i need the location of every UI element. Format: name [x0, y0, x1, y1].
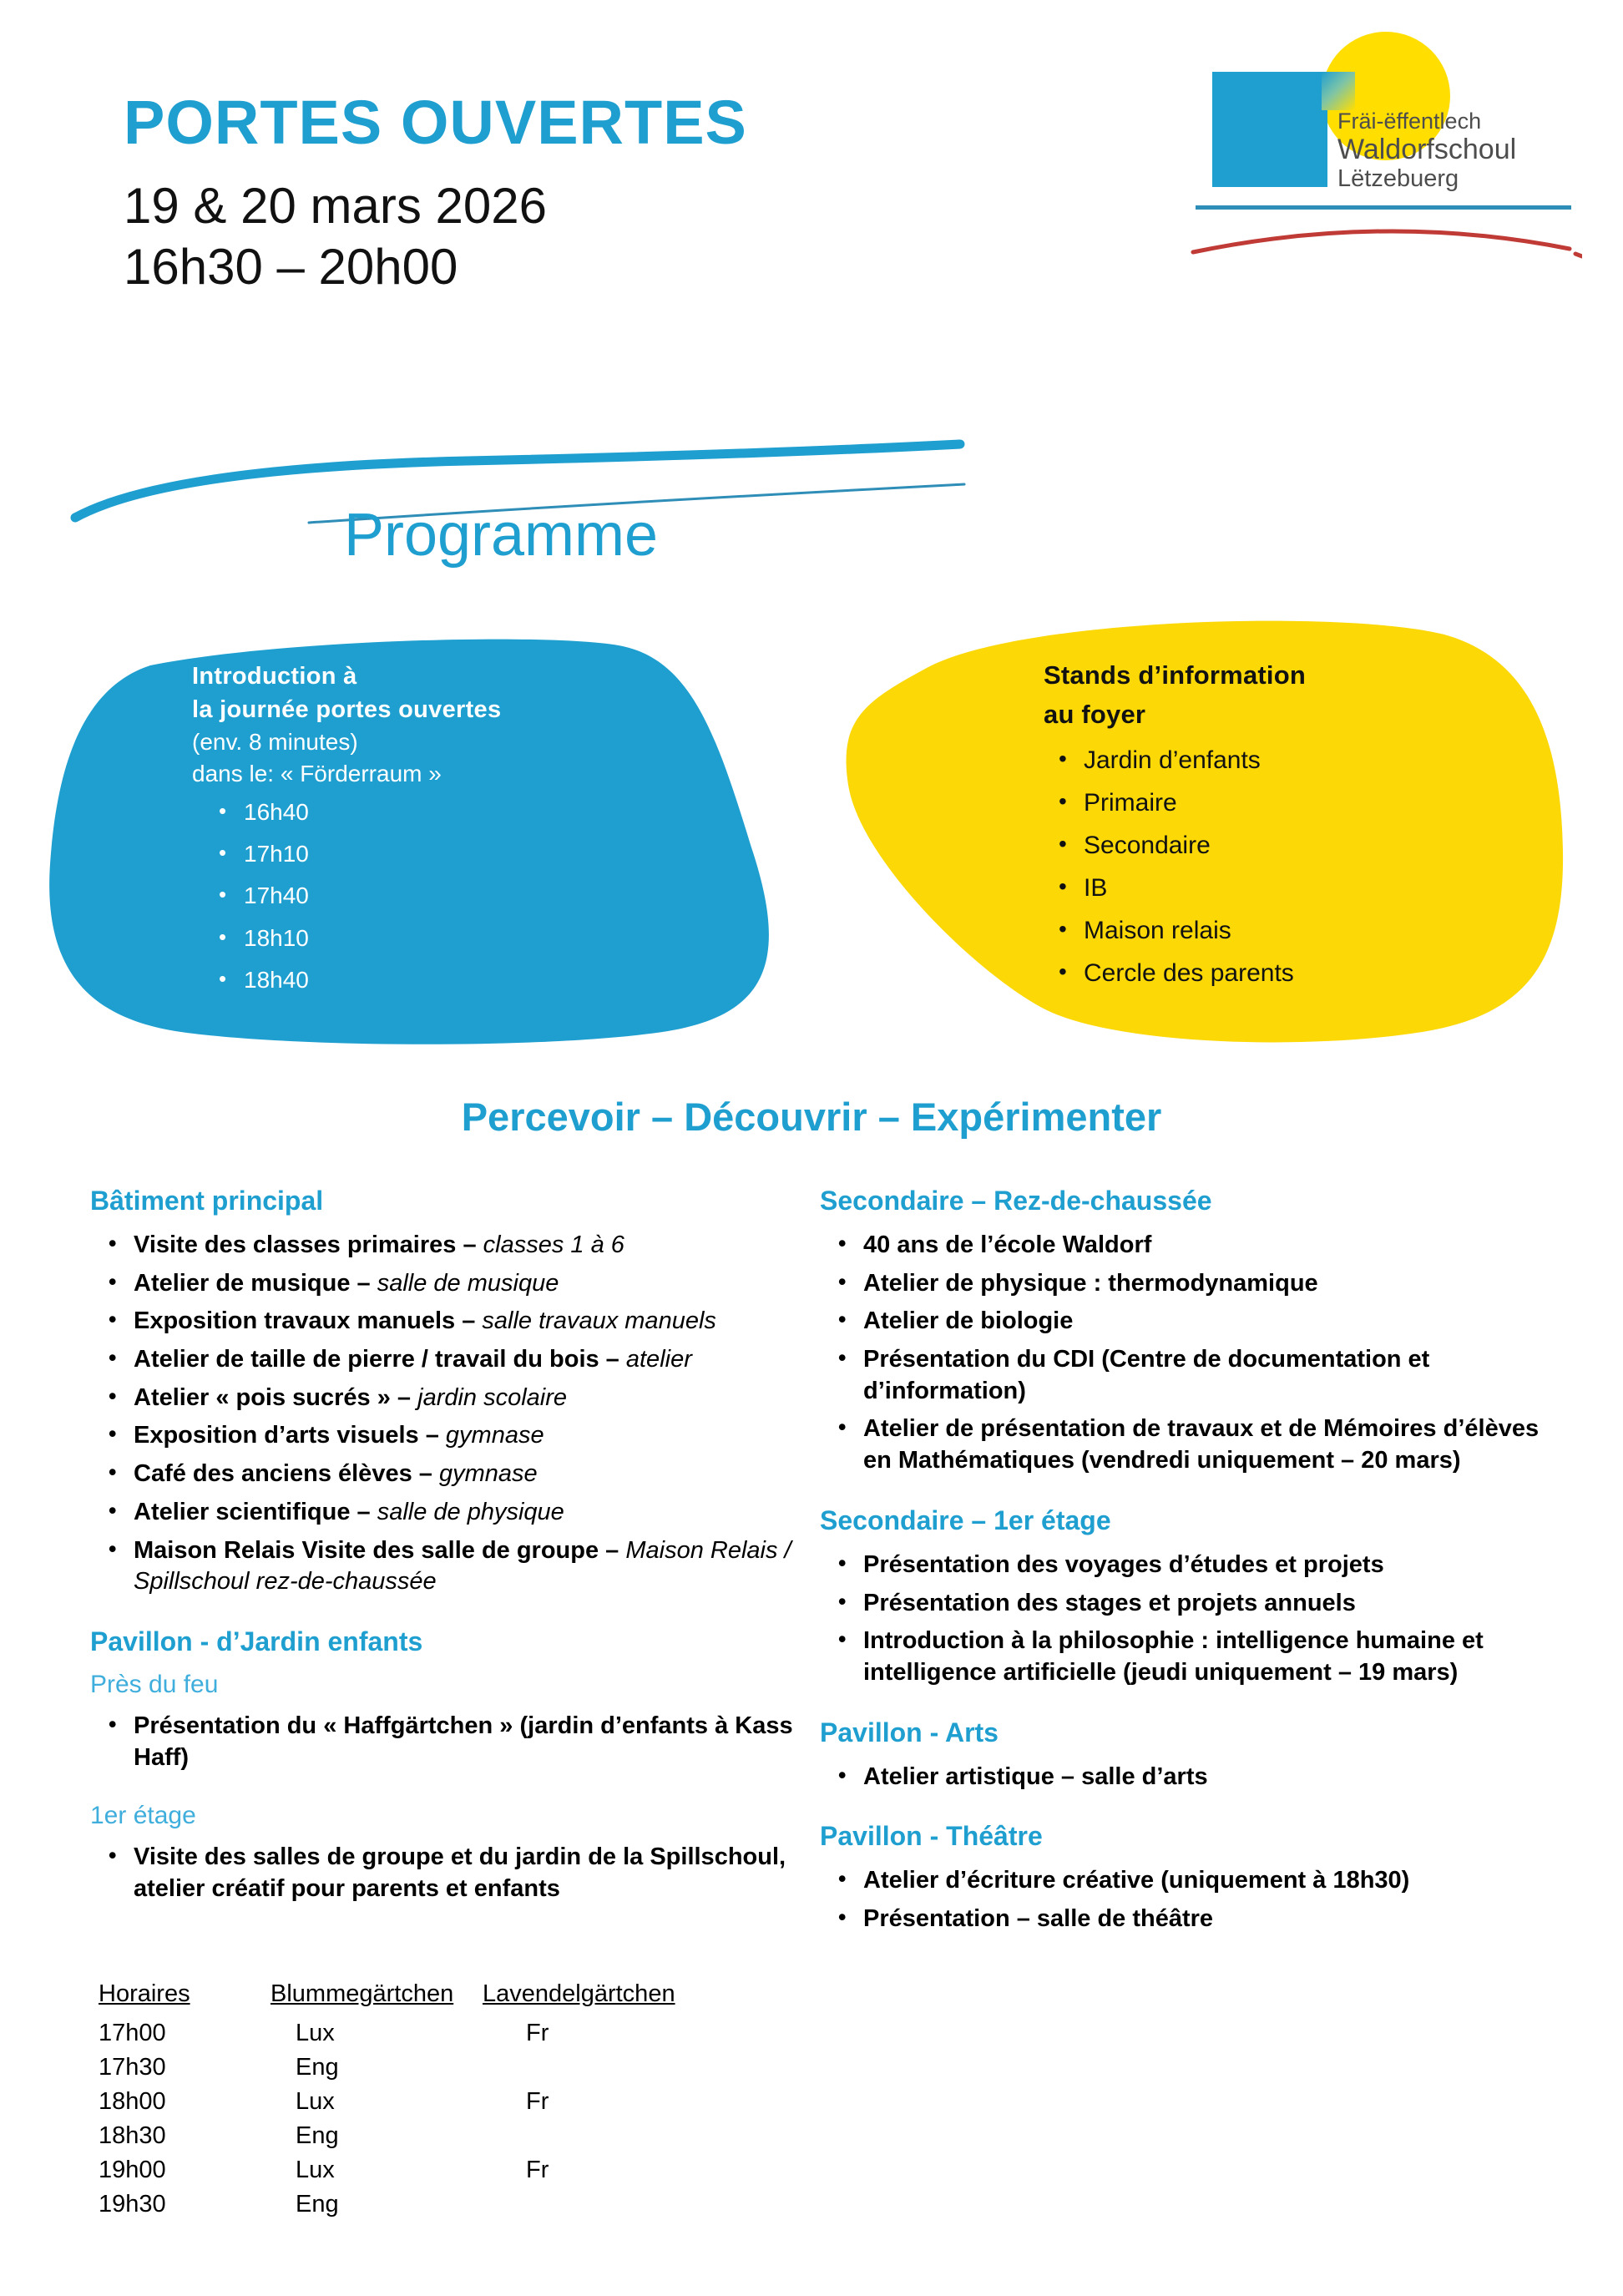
item-label: Atelier scientifique –: [134, 1498, 377, 1525]
item-label: Atelier d’écriture créative (uniquement à 18h30): [863, 1867, 1410, 1894]
item-label: Atelier de présentation de travaux et de Mémoires d’élèves en Mathématiques (vendredi uniquement – 20 mars): [863, 1415, 1540, 1474]
program-group: [820, 1505, 1555, 1689]
group-subheading: Près du feu: [90, 1670, 219, 1698]
list-item: [134, 1535, 817, 1598]
table-header-row: [99, 1980, 693, 2016]
table-row: [99, 2085, 693, 2119]
introduction-panel: [192, 660, 584, 1001]
stands-panel: [1044, 655, 1511, 994]
item-label: Visite des classes primaires –: [134, 1231, 483, 1258]
cell-time: 19h30: [99, 2191, 166, 2218]
logo-wordmark: [1337, 109, 1588, 193]
item-label: 40 ans de l’école Waldorf: [863, 1231, 1152, 1258]
cell-time: 18h00: [99, 2088, 166, 2115]
item-label: Présentation du CDI (Centre de documentation et d’information): [863, 1346, 1430, 1404]
cell-lavendelgartchen: [463, 2187, 693, 2222]
intro-heading-line-1: Introduction à: [192, 663, 357, 690]
list-item: [863, 1588, 1555, 1620]
list-item: • Maison relais: [1084, 909, 1511, 952]
list-item: [134, 1459, 817, 1490]
column-header-horaires: Horaires: [99, 1980, 190, 2007]
cell-blummegartchen: Lux: [296, 2020, 335, 2046]
stands-heading-line-2: au foyer: [1044, 700, 1146, 730]
intro-duration: (env. 8 minutes): [192, 729, 358, 756]
list-item: [863, 1230, 1555, 1262]
cell-lavendelgartchen: Fr: [526, 2157, 549, 2183]
list-item: [134, 1420, 817, 1452]
logo-blend-corner-icon: [1322, 72, 1355, 110]
list-item: [134, 1711, 817, 1773]
cell-lavendelgartchen: [463, 2051, 693, 2085]
cell-time: 19h00: [99, 2157, 166, 2183]
table-row: [99, 2051, 693, 2085]
intro-times-list: [192, 791, 584, 1001]
group-items: [820, 1550, 1555, 1689]
group-heading: Pavillon - Arts: [820, 1717, 999, 1747]
column-header-lavendelgartchen: Lavendelgärtchen: [483, 1980, 675, 2007]
title-block: [124, 88, 747, 297]
list-item: [863, 1344, 1555, 1407]
list-item: [134, 1306, 817, 1338]
list-item: [863, 1550, 1555, 1581]
cell-lavendelgartchen: [463, 2119, 693, 2153]
item-label: Atelier de biologie: [863, 1307, 1074, 1335]
table-row: [99, 2016, 693, 2051]
item-label: Maison Relais Visite des salle de groupe –: [134, 1536, 626, 1564]
cell-lavendelgartchen: Fr: [526, 2020, 549, 2046]
item-label: Présentation – salle de théâtre: [863, 1904, 1214, 1932]
page-header: [0, 0, 1623, 392]
group-heading: Secondaire – Rez-de-chaussée: [820, 1186, 1212, 1216]
item-label: Présentation des voyages d’études et projets: [863, 1550, 1384, 1578]
list-item: [134, 1268, 817, 1300]
program-group: [820, 1821, 1555, 1934]
item-label: Atelier artistique – salle d’arts: [863, 1762, 1208, 1790]
item-label: Exposition d’arts visuels –: [134, 1422, 446, 1449]
cell-time: 17h30: [99, 2054, 166, 2081]
school-logo: [1119, 32, 1586, 249]
cell-time: 17h00: [99, 2020, 166, 2046]
cell-blummegartchen: Lux: [296, 2088, 335, 2115]
item-detail: classes 1 à 6: [483, 1231, 624, 1258]
right-column: [820, 1186, 1555, 1964]
list-item: • 17h40: [244, 875, 584, 917]
list-item: [863, 1414, 1555, 1476]
group-heading: Bâtiment principal: [90, 1186, 324, 1216]
page-title: PORTES OUVERTES: [124, 88, 747, 157]
item-label: Présentation des stages et projets annuels: [863, 1589, 1356, 1616]
group-items: [90, 1230, 817, 1598]
program-group: [820, 1717, 1555, 1793]
table-row: [99, 2187, 693, 2222]
cell-lavendelgartchen: Fr: [526, 2088, 549, 2115]
item-label: Présentation du « Haffgärtchen » (jardin d’enfants à Kass Haff): [134, 1712, 793, 1771]
intro-location: dans le: « Förderraum »: [192, 761, 442, 787]
schedule-table: [99, 1980, 693, 2222]
list-item: [863, 1762, 1555, 1793]
list-item: [134, 1344, 817, 1376]
list-item: [134, 1230, 817, 1262]
list-item: [134, 1842, 817, 1904]
item-detail: jardin scolaire: [417, 1383, 568, 1411]
cell-blummegartchen: Lux: [296, 2157, 335, 2183]
item-detail: gymnase: [438, 1460, 538, 1488]
schedule-table-body: [99, 2016, 693, 2222]
list-item: [134, 1497, 817, 1529]
item-detail: salle travaux manuels: [482, 1307, 716, 1335]
item-label: Visite des salles de groupe et du jardin de la Spillschoul, atelier créatif pour parents et enfants: [134, 1843, 786, 1902]
group-heading: Pavillon - Théâtre: [820, 1821, 1043, 1852]
item-detail: gymnase: [445, 1422, 544, 1449]
list-item: [863, 1865, 1555, 1897]
column-header-blummegartchen: Blummegärtchen: [270, 1980, 454, 2007]
cell-blummegartchen: Eng: [296, 2054, 339, 2081]
item-detail: Maison Relais / Spillschoul rez-de-chaussée: [134, 1536, 791, 1596]
item-label: Atelier de physique : thermodynamique: [863, 1269, 1318, 1297]
table-row: [99, 2119, 693, 2153]
left-column: [90, 1186, 817, 1934]
programme-title: Programme: [343, 502, 659, 569]
list-item: • 18h40: [244, 959, 584, 1001]
event-time: 16h30 – 20h00: [124, 239, 458, 296]
item-detail: salle de physique: [377, 1498, 564, 1525]
item-label: Introduction à la philosophie : intelligence humaine et intelligence artificielle (jeudi uniquement – 19 mars): [863, 1627, 1484, 1686]
cell-time: 18h30: [99, 2122, 166, 2149]
cell-blummegartchen: Eng: [296, 2191, 339, 2218]
list-item: • Jardin d’enfants: [1084, 739, 1511, 781]
item-label: Exposition travaux manuels –: [134, 1307, 483, 1335]
item-label: Atelier de musique –: [134, 1269, 377, 1297]
logo-text-line-3: Lëtzebuerg: [1337, 165, 1459, 193]
list-item: [134, 1383, 817, 1414]
logo-blue-square-icon: [1212, 72, 1327, 187]
language-schedule-table: [99, 1980, 733, 2222]
group-heading: Pavillon - d’Jardin enfants: [90, 1626, 423, 1656]
cell-blummegartchen: Eng: [296, 2122, 339, 2149]
list-item: [863, 1268, 1555, 1300]
item-label: Café des anciens élèves –: [134, 1460, 439, 1488]
group-heading: Secondaire – 1er étage: [820, 1505, 1111, 1535]
stands-heading-line-1: Stands d’information: [1044, 660, 1306, 690]
item-detail: salle de musique: [377, 1269, 559, 1297]
event-date: 19 & 20 mars 2026: [124, 178, 547, 234]
list-item: • Cercle des parents: [1084, 952, 1511, 994]
logo-text-line-2: Waldorfschoul: [1337, 134, 1517, 166]
stands-list: [1044, 739, 1511, 994]
item-label: Atelier de taille de pierre / travail du bois –: [134, 1346, 626, 1373]
logo-red-arc-icon: [1190, 209, 1582, 259]
group-items: [90, 1711, 817, 1773]
program-group: [90, 1186, 817, 1598]
intro-heading-line-2: la journée portes ouvertes: [192, 696, 502, 724]
item-label: Atelier « pois sucrés » –: [134, 1383, 418, 1411]
list-item: [863, 1626, 1555, 1688]
group-items: [820, 1865, 1555, 1934]
group-items: [90, 1842, 817, 1904]
list-item: [863, 1904, 1555, 1935]
list-item: • Secondaire: [1084, 824, 1511, 867]
list-item: • 16h40: [244, 791, 584, 833]
list-item: • 18h10: [244, 918, 584, 959]
list-item: • Primaire: [1084, 781, 1511, 824]
list-item: • 17h10: [244, 833, 584, 875]
program-group: [90, 1626, 817, 1773]
list-item: [863, 1306, 1555, 1338]
group-subheading: 1er étage: [90, 1802, 196, 1830]
list-item: • IB: [1084, 867, 1511, 909]
program-group: [820, 1186, 1555, 1477]
group-items: [820, 1230, 1555, 1477]
item-detail: atelier: [625, 1346, 692, 1373]
program-group: [90, 1802, 817, 1904]
table-row: [99, 2153, 693, 2187]
group-items: [820, 1762, 1555, 1793]
section-title: Percevoir – Découvrir – Expérimenter: [461, 1095, 1162, 1139]
logo-text-line-1: Fräi-ëffentlech: [1337, 109, 1482, 134]
